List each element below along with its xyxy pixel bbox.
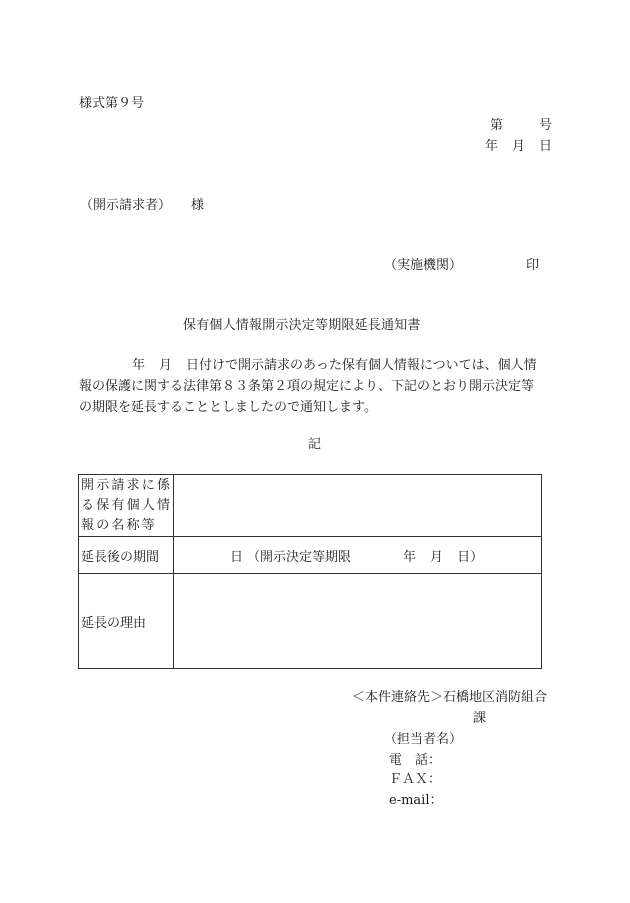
addressee xyxy=(80,198,204,214)
number-prefix: 第 xyxy=(489,118,503,133)
contact-fax: ＦＡＸ： xyxy=(389,772,442,787)
body-paragraph xyxy=(79,355,555,418)
contact-phone: 電 話： xyxy=(389,753,442,768)
body-line-2: 報の保護に関する法律第８３条第２項の規定により、下記のとおり開示決定等 xyxy=(79,379,535,394)
date-month: 月 xyxy=(511,139,525,154)
table-row xyxy=(79,537,542,574)
extended-period-value[interactable]: 日 （開示決定等期限 年 月 日） xyxy=(174,537,542,574)
institution-label: （実施機関） xyxy=(384,258,463,273)
institution xyxy=(384,258,539,274)
contact-email: e-mail： xyxy=(389,793,443,808)
date-day: 日 xyxy=(538,139,552,154)
extension-reason-label: 延長の理由 xyxy=(79,574,174,669)
extended-period-label: 延長後の期間 xyxy=(79,537,174,574)
contact-heading: ＜本件連絡先＞石橋地区消防組合 xyxy=(352,690,548,705)
info-name-value[interactable] xyxy=(174,475,542,537)
form-number: 様式第９号 xyxy=(79,96,145,111)
body-line-3: の期限を延長することとしましたので通知します。 xyxy=(79,400,377,415)
contact-section: 課 xyxy=(473,711,487,726)
extension-reason-value[interactable] xyxy=(174,574,542,669)
institution-seal: 印 xyxy=(526,258,540,273)
info-table xyxy=(78,474,542,669)
number-suffix: 号 xyxy=(538,118,552,133)
addressee-honorific: 様 xyxy=(191,198,205,213)
addressee-label: （開示請求者） xyxy=(80,198,172,213)
info-name-label: 開示請求に係 る保有個人情 報の名称等 xyxy=(79,475,174,537)
body-line-1: 年 月 日付けで開示請求のあった保有個人情報については、個人情 xyxy=(132,358,537,373)
table-row xyxy=(79,574,542,669)
document-date xyxy=(485,139,552,155)
date-year: 年 xyxy=(484,139,498,154)
document-number xyxy=(490,118,552,134)
contact-person: （担当者名） xyxy=(384,732,463,747)
document-title: 保有個人情報開示決定等期限延長通知書 xyxy=(183,318,421,333)
ki-heading: 記 xyxy=(308,437,322,452)
table-row xyxy=(79,475,542,537)
